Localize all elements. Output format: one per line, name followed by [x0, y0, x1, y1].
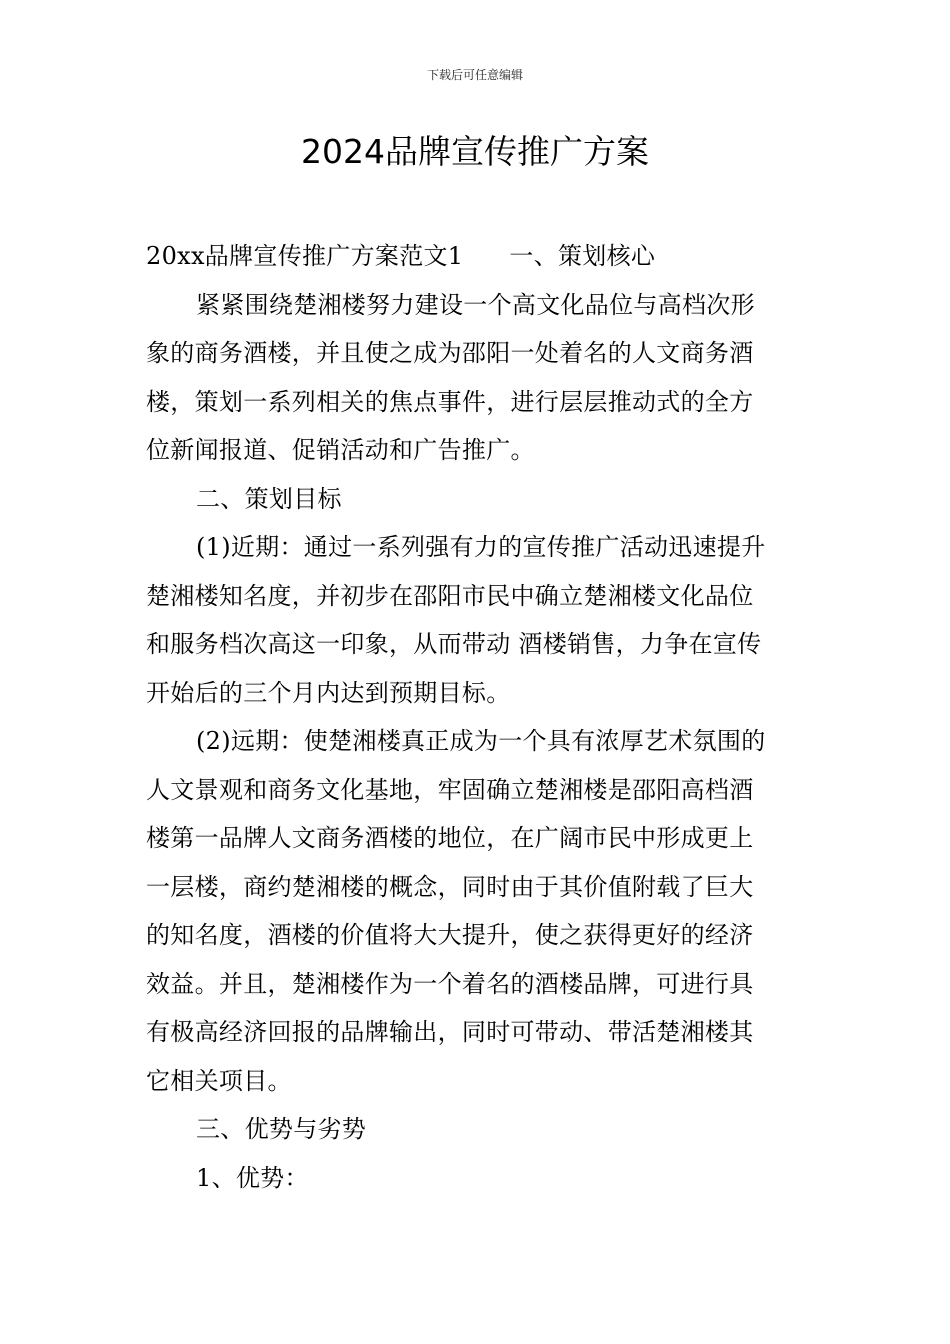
paragraph-core	[146, 281, 811, 475]
paragraph-line: 人文景观和商务文化基地，牢固确立楚湘楼是邵阳高档酒	[146, 775, 754, 804]
header-note: 下载后可任意编辑	[426, 68, 523, 82]
paragraph-short-term	[146, 523, 811, 717]
paragraph-line: 位新闻报道、促销活动和广告推广。	[146, 436, 535, 464]
intro-line	[146, 232, 811, 281]
paragraph-line: (2)远期：使楚湘楼真正成为一个具有浓厚艺术氛围的	[196, 727, 766, 755]
paragraph-line: 一层楼，商约楚湘楼的概念，同时由于其价值附载了巨大	[146, 872, 754, 901]
paragraph-line: 效益。并且，楚湘楼作为一个着名的酒楼品牌，可进行具	[146, 969, 754, 998]
sample-heading: 20xx品牌宣传推广方案范文1	[146, 242, 464, 270]
paragraph-line: 和服务档次高这一印象，从而带动 酒楼销售，力争在宣传	[146, 630, 762, 658]
section-heading-3: 三、优势与劣势	[196, 1115, 367, 1143]
paragraph-line: 象的商务酒楼，并且使之成为邵阳一处着名的人文商务酒	[146, 339, 754, 367]
paragraph-line: 的知名度，酒楼的价值将大大提升，使之获得更好的经济	[146, 921, 754, 949]
paragraph-line: 楚湘楼知名度，并初步在邵阳市民中确立楚湘楼文化品位	[146, 581, 754, 610]
document-body	[146, 232, 811, 1202]
paragraph-line: 它相关项目。	[146, 1066, 292, 1095]
paragraph-line: (1)近期：通过一系列强有力的宣传推广活动迅速提升	[196, 533, 766, 561]
paragraph-line: 楼第一品牌人文商务酒楼的地位，在广阔市民中形成更上	[146, 824, 754, 852]
document-title: 2024品牌宣传推广方案	[301, 132, 649, 171]
paragraph-long-term	[146, 717, 811, 1105]
paragraph-line: 有极高经济回报的品牌输出，同时可带动、带活楚湘楼其	[146, 1018, 754, 1046]
paragraph-line: 紧紧围绕楚湘楼努力建设一个高文化品位与高档次形	[196, 290, 755, 319]
paragraph-line: 楼，策划一系列相关的焦点事件，进行层层推动式的全方	[146, 387, 754, 416]
section-heading-2: 二、策划目标	[196, 484, 342, 513]
subsection-heading-advantages: 1、优势：	[196, 1163, 309, 1192]
paragraph-line: 开始后的三个月内达到预期目标。	[146, 678, 511, 707]
section-heading-1: 一、策划核心	[509, 242, 656, 270]
